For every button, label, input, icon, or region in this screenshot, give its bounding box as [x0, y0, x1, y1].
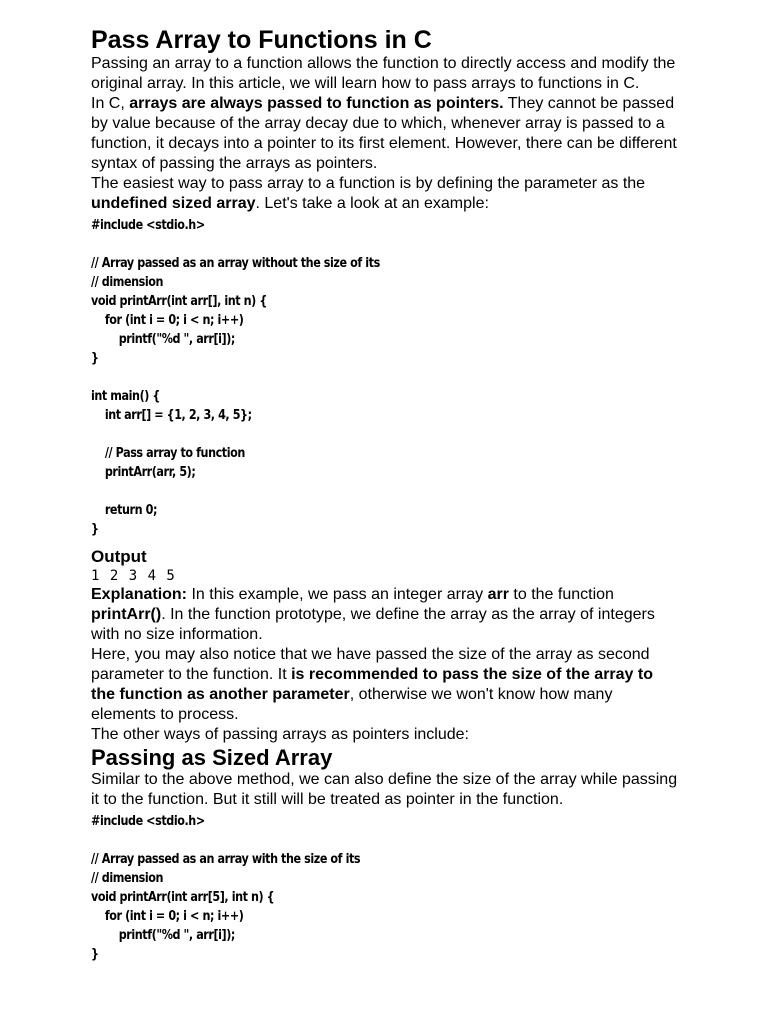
pointer-paragraph-post: They cannot be passed by value because of the array decay due to which, whenever array is passed to a function, it decays into a pointer to its first element. However, there can be different syntax of passing the arrays as pointers.: [91, 95, 677, 172]
size-parameter-paragraph: [91, 645, 681, 725]
explanation-text-3: . In the function prototype, we define the array as the array of integers with no size information.: [91, 606, 655, 643]
pointer-paragraph-bold: arrays are always passed to function as pointers.: [129, 95, 504, 112]
explanation-arr: arr: [487, 586, 509, 603]
explanation-text-1: In this example, we pass an integer array: [187, 586, 488, 603]
code-block-unsized: #include <stdio.h> // Array passed as an array without the size of its // dimension void printArr(int arr[], int n) { for (int i = 0; i < n; i++) printf("%d ", arr[i]); } int main() { int arr[] = {1, 2, 3, 4, 5}; // Pass array to function printArr(arr, 5); return 0; }: [91, 218, 380, 537]
explanation-label: Explanation:: [91, 586, 188, 603]
explanation-fn: printArr(): [91, 606, 162, 623]
intro-paragraph: Passing an array to a function allows the function to directly access and modify the original array. In this article, we will learn how to pass arrays to functions in C.: [91, 55, 676, 92]
code-block-sized: #include <stdio.h> // Array passed as an array with the size of its // dimension void printArr(int arr[5], int n) { for (int i = 0; i < n; i++) printf("%d ", arr[i]); }: [91, 814, 361, 962]
sized-array-paragraph: Similar to the above method, we can also define the size of the array while passing it to the function. But it still will be treated as pointer in the function.: [91, 771, 678, 808]
pointer-paragraph-pre: In C,: [91, 95, 130, 112]
output-value: 1 2 3 4 5: [91, 568, 176, 584]
easiest-way-pre: The easiest way to pass array to a function is by defining the parameter as the: [91, 175, 646, 192]
spacer: [91, 539, 681, 547]
size-parameter-pre: Here, you may also notice that we have passed the size of the array as second parameter to the function. It: [91, 646, 650, 683]
size-parameter-post: , otherwise we won't know how many elements to process.: [91, 686, 613, 723]
explanation-text-2: to the function: [508, 586, 614, 603]
article: [91, 26, 681, 964]
page-title: Pass Array to Functions in C: [91, 26, 432, 54]
easiest-way-bold: undefined sized array: [91, 195, 256, 212]
output-heading: Output: [91, 547, 147, 566]
section-heading: Passing as Sized Array: [91, 745, 333, 770]
easiest-way-paragraph: [91, 174, 681, 214]
other-ways-paragraph: The other ways of passing arrays as pointers include:: [91, 726, 469, 743]
size-parameter-bold: is recommended to pass the size of the array to the function as another parameter: [91, 666, 653, 703]
pointer-paragraph: [91, 94, 681, 174]
explanation-paragraph: [91, 585, 681, 645]
easiest-way-post: . Let's take a look at an example:: [255, 195, 489, 212]
